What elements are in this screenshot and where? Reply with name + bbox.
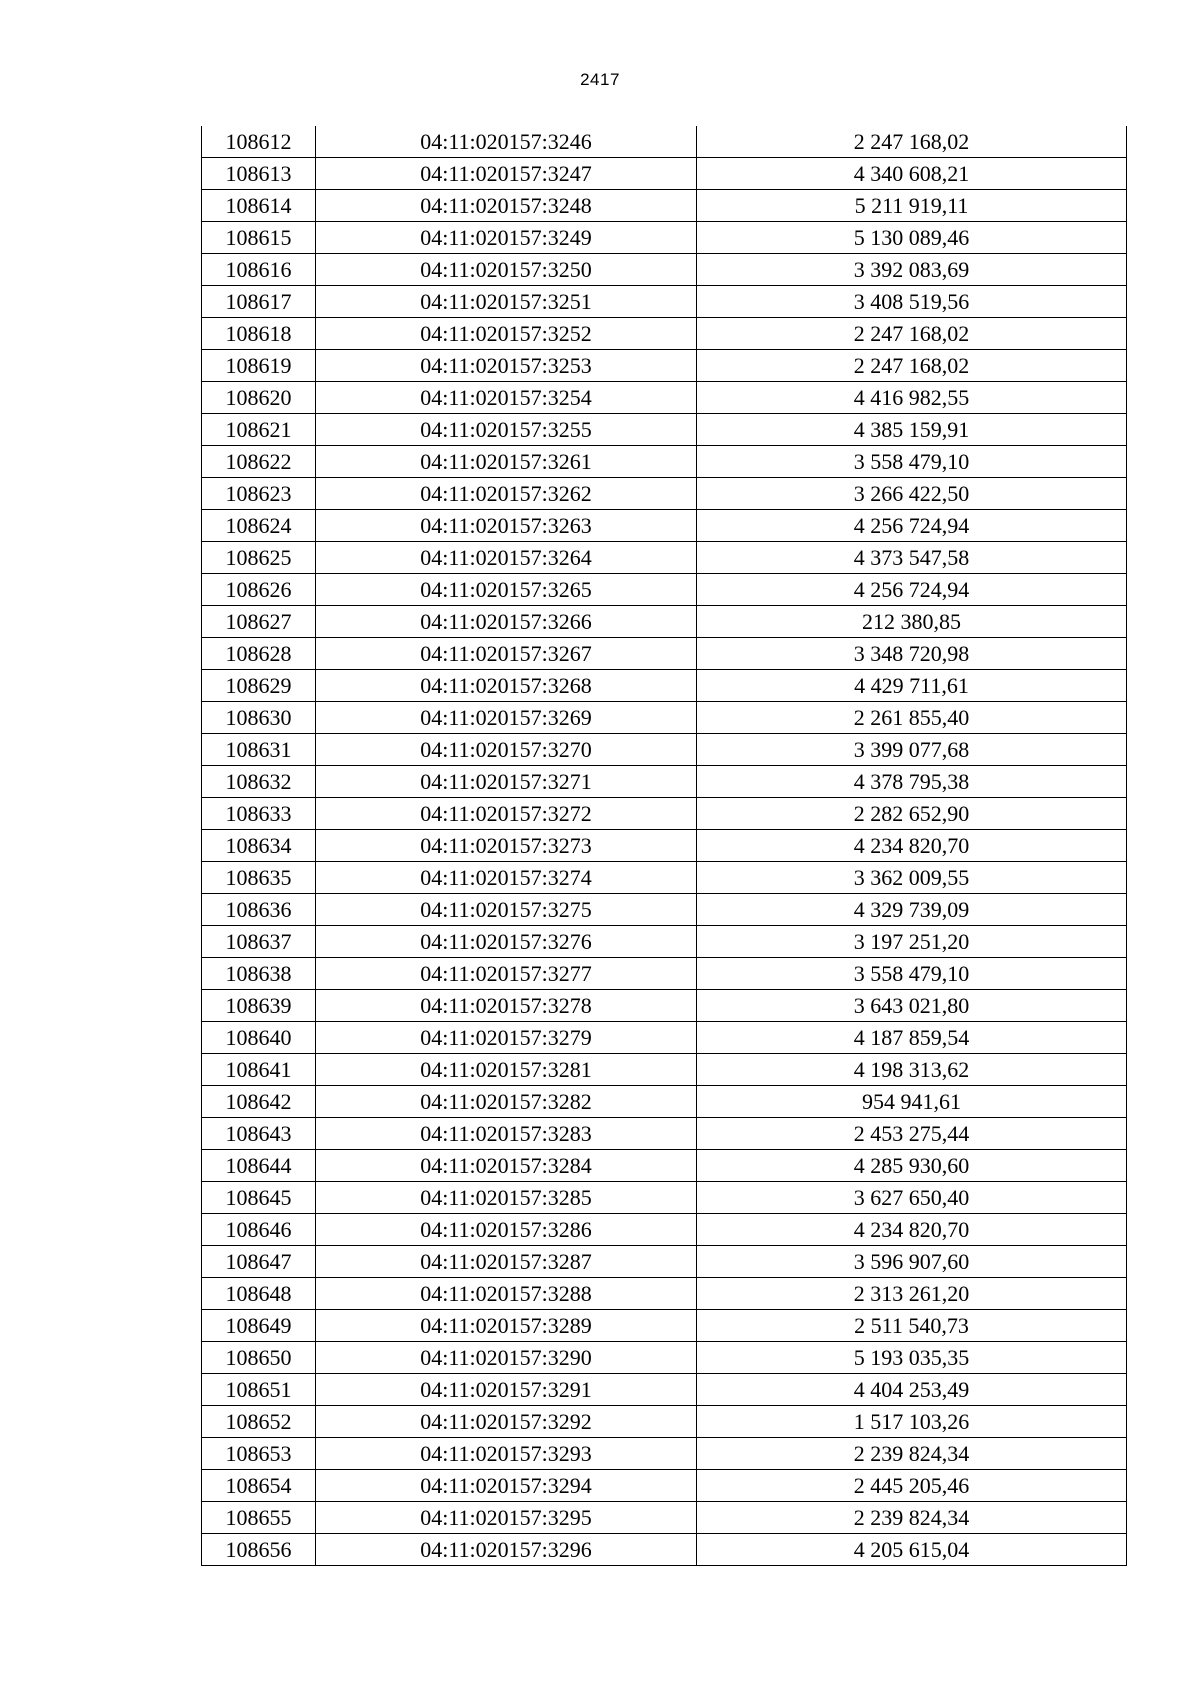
table-row (202, 1182, 1127, 1214)
row-number-cell: 108617 (202, 286, 316, 318)
row-number-cell: 108622 (202, 446, 316, 478)
table-row (202, 830, 1127, 862)
cadastral-number-cell: 04:11:020157:3250 (316, 254, 697, 286)
cadastral-value-cell: 2 453 275,44 (697, 1118, 1127, 1150)
cadastral-number-cell: 04:11:020157:3269 (316, 702, 697, 734)
cadastral-number-cell: 04:11:020157:3281 (316, 1054, 697, 1086)
cadastral-value-cell: 2 247 168,02 (697, 126, 1127, 158)
cadastral-number-cell: 04:11:020157:3263 (316, 510, 697, 542)
cadastral-number-cell: 04:11:020157:3270 (316, 734, 697, 766)
cadastral-number-cell: 04:11:020157:3273 (316, 830, 697, 862)
cadastral-value-cell: 2 282 652,90 (697, 798, 1127, 830)
cadastral-value-cell: 3 348 720,98 (697, 638, 1127, 670)
cadastral-value-cell: 4 340 608,21 (697, 158, 1127, 190)
cadastral-number-cell: 04:11:020157:3279 (316, 1022, 697, 1054)
row-number-cell: 108638 (202, 958, 316, 990)
cadastral-value-cell: 4 234 820,70 (697, 830, 1127, 862)
cadastral-value-cell: 4 205 615,04 (697, 1534, 1127, 1566)
table-row (202, 958, 1127, 990)
cadastral-value-cell: 3 558 479,10 (697, 958, 1127, 990)
row-number-cell: 108652 (202, 1406, 316, 1438)
cadastral-value-cell: 4 285 930,60 (697, 1150, 1127, 1182)
cadastral-value-cell: 4 256 724,94 (697, 510, 1127, 542)
table-row (202, 350, 1127, 382)
cadastral-number-cell: 04:11:020157:3266 (316, 606, 697, 638)
row-number-cell: 108646 (202, 1214, 316, 1246)
row-number-cell: 108631 (202, 734, 316, 766)
cadastral-value-cell: 4 329 739,09 (697, 894, 1127, 926)
row-number-cell: 108642 (202, 1086, 316, 1118)
table-row (202, 670, 1127, 702)
cadastral-number-cell: 04:11:020157:3286 (316, 1214, 697, 1246)
row-number-cell: 108654 (202, 1470, 316, 1502)
cadastral-number-cell: 04:11:020157:3251 (316, 286, 697, 318)
cadastral-value-cell: 5 211 919,11 (697, 190, 1127, 222)
cadastral-value-cell: 2 247 168,02 (697, 350, 1127, 382)
table-row (202, 1022, 1127, 1054)
row-number-cell: 108641 (202, 1054, 316, 1086)
cadastral-number-cell: 04:11:020157:3285 (316, 1182, 697, 1214)
cadastral-number-cell: 04:11:020157:3275 (316, 894, 697, 926)
cadastral-value-cell: 4 198 313,62 (697, 1054, 1127, 1086)
row-number-cell: 108621 (202, 414, 316, 446)
cadastral-value-cell: 212 380,85 (697, 606, 1127, 638)
row-number-cell: 108618 (202, 318, 316, 350)
table-row (202, 1470, 1127, 1502)
table-row (202, 414, 1127, 446)
cadastral-number-cell: 04:11:020157:3292 (316, 1406, 697, 1438)
cadastral-value-cell: 954 941,61 (697, 1086, 1127, 1118)
cadastral-number-cell: 04:11:020157:3267 (316, 638, 697, 670)
cadastral-value-cell: 3 408 519,56 (697, 286, 1127, 318)
row-number-cell: 108637 (202, 926, 316, 958)
cadastral-number-cell: 04:11:020157:3265 (316, 574, 697, 606)
cadastral-number-cell: 04:11:020157:3288 (316, 1278, 697, 1310)
cadastral-value-cell: 3 362 009,55 (697, 862, 1127, 894)
cadastral-value-cell: 3 197 251,20 (697, 926, 1127, 958)
row-number-cell: 108650 (202, 1342, 316, 1374)
table-row (202, 1214, 1127, 1246)
cadastral-number-cell: 04:11:020157:3264 (316, 542, 697, 574)
cadastral-number-cell: 04:11:020157:3277 (316, 958, 697, 990)
row-number-cell: 108614 (202, 190, 316, 222)
cadastral-value-cell: 4 385 159,91 (697, 414, 1127, 446)
cadastral-value-cell: 2 313 261,20 (697, 1278, 1127, 1310)
row-number-cell: 108655 (202, 1502, 316, 1534)
cadastral-value-cell: 3 392 083,69 (697, 254, 1127, 286)
table-row (202, 126, 1127, 158)
table-row (202, 1118, 1127, 1150)
cadastral-value-table (201, 126, 1127, 1566)
row-number-cell: 108653 (202, 1438, 316, 1470)
row-number-cell: 108640 (202, 1022, 316, 1054)
table-row (202, 1374, 1127, 1406)
cadastral-value-cell: 4 404 253,49 (697, 1374, 1127, 1406)
cadastral-number-cell: 04:11:020157:3295 (316, 1502, 697, 1534)
row-number-cell: 108623 (202, 478, 316, 510)
cadastral-number-cell: 04:11:020157:3296 (316, 1534, 697, 1566)
row-number-cell: 108620 (202, 382, 316, 414)
row-number-cell: 108630 (202, 702, 316, 734)
row-number-cell: 108645 (202, 1182, 316, 1214)
row-number-cell: 108632 (202, 766, 316, 798)
table-row (202, 1310, 1127, 1342)
table-row (202, 318, 1127, 350)
cadastral-number-cell: 04:11:020157:3278 (316, 990, 697, 1022)
cadastral-value-cell: 4 378 795,38 (697, 766, 1127, 798)
row-number-cell: 108656 (202, 1534, 316, 1566)
row-number-cell: 108613 (202, 158, 316, 190)
cadastral-number-cell: 04:11:020157:3289 (316, 1310, 697, 1342)
cadastral-number-cell: 04:11:020157:3294 (316, 1470, 697, 1502)
cadastral-number-cell: 04:11:020157:3255 (316, 414, 697, 446)
row-number-cell: 108615 (202, 222, 316, 254)
cadastral-value-cell: 3 596 907,60 (697, 1246, 1127, 1278)
table-row (202, 1086, 1127, 1118)
row-number-cell: 108643 (202, 1118, 316, 1150)
table-row (202, 1054, 1127, 1086)
table-row (202, 542, 1127, 574)
row-number-cell: 108627 (202, 606, 316, 638)
cadastral-value-cell: 2 247 168,02 (697, 318, 1127, 350)
cadastral-value-cell: 2 511 540,73 (697, 1310, 1127, 1342)
cadastral-value-cell: 5 130 089,46 (697, 222, 1127, 254)
cadastral-number-cell: 04:11:020157:3249 (316, 222, 697, 254)
table-row (202, 894, 1127, 926)
cadastral-value-cell: 2 239 824,34 (697, 1438, 1127, 1470)
cadastral-number-cell: 04:11:020157:3248 (316, 190, 697, 222)
table-row (202, 478, 1127, 510)
cadastral-number-cell: 04:11:020157:3247 (316, 158, 697, 190)
table-row (202, 254, 1127, 286)
row-number-cell: 108635 (202, 862, 316, 894)
cadastral-value-cell: 3 399 077,68 (697, 734, 1127, 766)
cadastral-number-cell: 04:11:020157:3282 (316, 1086, 697, 1118)
table-row (202, 446, 1127, 478)
cadastral-value-cell: 1 517 103,26 (697, 1406, 1127, 1438)
cadastral-number-cell: 04:11:020157:3271 (316, 766, 697, 798)
cadastral-value-cell: 3 558 479,10 (697, 446, 1127, 478)
row-number-cell: 108636 (202, 894, 316, 926)
row-number-cell: 108648 (202, 1278, 316, 1310)
table-row (202, 734, 1127, 766)
row-number-cell: 108628 (202, 638, 316, 670)
cadastral-number-cell: 04:11:020157:3262 (316, 478, 697, 510)
table-row (202, 798, 1127, 830)
row-number-cell: 108651 (202, 1374, 316, 1406)
cadastral-value-cell: 5 193 035,35 (697, 1342, 1127, 1374)
row-number-cell: 108612 (202, 126, 316, 158)
cadastral-number-cell: 04:11:020157:3283 (316, 1118, 697, 1150)
table-row (202, 766, 1127, 798)
row-number-cell: 108639 (202, 990, 316, 1022)
row-number-cell: 108634 (202, 830, 316, 862)
table-row (202, 510, 1127, 542)
row-number-cell: 108626 (202, 574, 316, 606)
table-row (202, 286, 1127, 318)
page-number: 2417 (580, 70, 620, 89)
table-row (202, 702, 1127, 734)
table-row (202, 574, 1127, 606)
table-body (202, 126, 1127, 1566)
cadastral-value-cell: 4 416 982,55 (697, 382, 1127, 414)
table-row (202, 1278, 1127, 1310)
cadastral-value-cell: 2 239 824,34 (697, 1502, 1127, 1534)
cadastral-number-cell: 04:11:020157:3246 (316, 126, 697, 158)
table-row (202, 1438, 1127, 1470)
cadastral-number-cell: 04:11:020157:3287 (316, 1246, 697, 1278)
cadastral-value-cell: 4 256 724,94 (697, 574, 1127, 606)
cadastral-value-cell: 2 261 855,40 (697, 702, 1127, 734)
cadastral-number-cell: 04:11:020157:3293 (316, 1438, 697, 1470)
cadastral-number-cell: 04:11:020157:3272 (316, 798, 697, 830)
table-row (202, 382, 1127, 414)
cadastral-number-cell: 04:11:020157:3261 (316, 446, 697, 478)
cadastral-number-cell: 04:11:020157:3253 (316, 350, 697, 382)
row-number-cell: 108629 (202, 670, 316, 702)
cadastral-number-cell: 04:11:020157:3291 (316, 1374, 697, 1406)
table-row (202, 638, 1127, 670)
cadastral-number-cell: 04:11:020157:3284 (316, 1150, 697, 1182)
cadastral-value-cell: 4 373 547,58 (697, 542, 1127, 574)
cadastral-number-cell: 04:11:020157:3254 (316, 382, 697, 414)
table-row (202, 1342, 1127, 1374)
table-row (202, 190, 1127, 222)
table-row (202, 990, 1127, 1022)
cadastral-value-cell: 4 429 711,61 (697, 670, 1127, 702)
table-row (202, 222, 1127, 254)
table-row (202, 1246, 1127, 1278)
row-number-cell: 108625 (202, 542, 316, 574)
cadastral-value-cell: 2 445 205,46 (697, 1470, 1127, 1502)
table-row (202, 1406, 1127, 1438)
cadastral-number-cell: 04:11:020157:3268 (316, 670, 697, 702)
row-number-cell: 108647 (202, 1246, 316, 1278)
row-number-cell: 108649 (202, 1310, 316, 1342)
row-number-cell: 108619 (202, 350, 316, 382)
row-number-cell: 108624 (202, 510, 316, 542)
cadastral-value-cell: 3 266 422,50 (697, 478, 1127, 510)
row-number-cell: 108644 (202, 1150, 316, 1182)
table-row (202, 606, 1127, 638)
cadastral-number-cell: 04:11:020157:3290 (316, 1342, 697, 1374)
table-row (202, 1150, 1127, 1182)
table-row (202, 926, 1127, 958)
cadastral-number-cell: 04:11:020157:3276 (316, 926, 697, 958)
row-number-cell: 108633 (202, 798, 316, 830)
table-row (202, 1534, 1127, 1566)
row-number-cell: 108616 (202, 254, 316, 286)
cadastral-value-cell: 3 627 650,40 (697, 1182, 1127, 1214)
cadastral-value-cell: 4 234 820,70 (697, 1214, 1127, 1246)
cadastral-number-cell: 04:11:020157:3274 (316, 862, 697, 894)
table-row (202, 1502, 1127, 1534)
table-row (202, 158, 1127, 190)
cadastral-number-cell: 04:11:020157:3252 (316, 318, 697, 350)
cadastral-value-cell: 3 643 021,80 (697, 990, 1127, 1022)
cadastral-value-cell: 4 187 859,54 (697, 1022, 1127, 1054)
table-row (202, 862, 1127, 894)
